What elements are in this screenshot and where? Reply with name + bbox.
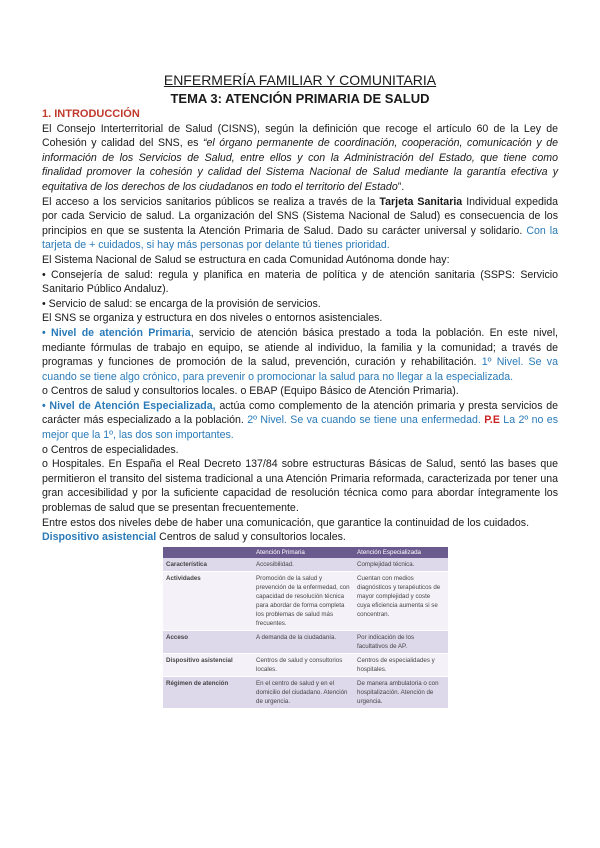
sub-item-centros: o Centros de salud y consultorios locales. o EBAP (Equipo Básico de Atención Primaria). (42, 385, 459, 398)
table-header-cell: Atención Primaria (253, 547, 354, 558)
paragraph-acceso: El acceso a los servicios sanitarios públicos se realiza a través de la Tarjeta Sanitaria Individual expedida por cada Servicio de salud. La organización del SNS (Sistema Nacional de Salud) es consecuencia de los principios en que se sustenta la Atención Primaria de Salud. Dado su carácter universal y solidario. Con la tarjeta de + cuidados, si hay más personas por delante tú tienes prioridad. (42, 195, 558, 252)
table-cell: En el centro de salud y en el domicilio del ciudadano. Atención de urgencia. (253, 677, 354, 709)
bullet-consejeria: • Consejería de salud: regula y planifica en materia de política y de atención sanitaria (SSPS: Servicio Sanitario Público Andaluz). (42, 268, 558, 296)
bullet-nivel-primaria: • Nivel de atención Primaria, servicio de atención básica prestado a toda la población. En este nivel, mediante fórmulas de trabajo en equipo, se atiende al individuo, la familia y la comunidad; a través de programas y funciones de promoción de la salud, prevención, curación y rehabilitación. 1º Nivel. Se va cuando se tiene algo crónico, para prevenir o promocionar la salud para no llegar a la especializada. (42, 326, 558, 383)
table-header-cell: Atención Especializada (354, 547, 448, 558)
paragraph-estructura: El Sistema Nacional de Salud se estructura en cada Comunidad Autónoma donde hay: (42, 253, 450, 266)
table-cell: Centros de salud y consultorios locales. (253, 654, 354, 677)
bullet-nivel-especializada: • Nivel de Atención Especializada, actúa como complemento de la atención primaria y presta servicios de carácter más especializado a la población. 2º Nivel. Se va cuando se tiene una enfermedad. P.E La 2º no es mejor que la 1º, las dos son importantes. (42, 399, 558, 442)
table-cell: Centros de especialidades y hospitales. (354, 654, 448, 677)
table-row (163, 572, 448, 631)
table-row (163, 654, 448, 677)
bullet-servicio: • Servicio de salud: se encarga de la provisión de servicios. (42, 297, 321, 310)
table-header-cell (163, 547, 253, 558)
document-subtitle: TEMA 3: ATENCIÓN PRIMARIA DE SALUD (170, 91, 430, 106)
paragraph-dispositivo: Dispositivo asistencial Centros de salud y consultorios locales. (42, 531, 346, 544)
comparison-table (163, 547, 448, 709)
comparison-table-wrapper (163, 547, 448, 709)
table-cell: Régimen de atención (163, 677, 253, 709)
document-title: ENFERMERÍA FAMILIAR Y COMUNITARIA (163, 72, 437, 88)
note-tarjeta: Con la tarjeta de + cuidados, si hay más personas por delante tú tienes prioridad. (42, 224, 558, 252)
table-cell: Acceso (163, 631, 253, 654)
table-cell: Por indicación de los facultativos de AP. (354, 631, 448, 654)
table-cell: Promoción de la salud y prevención de la enfermedad, con capacidad de resolución técnica para abordar de forma completa los problemas de salud más frecuentes. (253, 572, 354, 631)
paragraph-cisns: El Consejo Interterritorial de Salud (CISNS), según la definición que recoge el artículo 60 de la Ley de Cohesión y calidad del SNS, es “el órgano permanente de coordinación, cooperación, comunicación y de información de los Servicios de Salud, entre ellos y con la Administración del Estado, que tiene como finalidad promover la cohesión y calidad del Sistema Nacional de Salud mediante la garantía efectiva y equitativa de los derechos de los ciudadanos en todo el territorio del Estado”. (42, 122, 558, 193)
table-cell: Dispositivo asistencial (163, 654, 253, 677)
table-cell: A demanda de la ciudadanía. (253, 631, 354, 654)
table-cell: Actividades (163, 572, 253, 631)
document-page (42, 72, 558, 545)
section-heading: 1. INTRODUCCIÓN (42, 108, 140, 120)
paragraph-comunicacion: Entre estos dos niveles debe de haber una comunicación, que garantice la continuidad de los cuidados. (42, 516, 530, 529)
table-row (163, 631, 448, 654)
table-cell: Característica (163, 558, 253, 572)
table-row (163, 677, 448, 709)
table-cell: Cuentan con medios diagnósticos y terapéuticos de mayor complejidad y coste cuya eficiencia aumenta si se concentran. (354, 572, 448, 631)
sub-item-especialidades: o Centros de especialidades. (42, 443, 179, 456)
table-cell: Accesibilidad. (253, 558, 354, 572)
sub-item-hospitales: o Hospitales. En España el Real Decreto 137/84 sobre estructuras Básicas de Salud, sentó las bases que permitieron el transito del sistema tradicional a una Atención Primaria reformada, caracterizada por tener una gran accesibilidad y por la suficiente capacidad de resolución técnica como para abordar íntegramente los problemas de salud que se presentan frecuentemente. (42, 458, 558, 515)
table-cell: De manera ambulatoria o con hospitalización. Atención de urgencia. (354, 677, 448, 709)
table-row (163, 558, 448, 572)
paragraph-niveles: El SNS se organiza y estructura en dos niveles o entornos asistenciales. (42, 312, 383, 325)
table-header-row (163, 547, 448, 558)
table-cell: Complejidad técnica. (354, 558, 448, 572)
